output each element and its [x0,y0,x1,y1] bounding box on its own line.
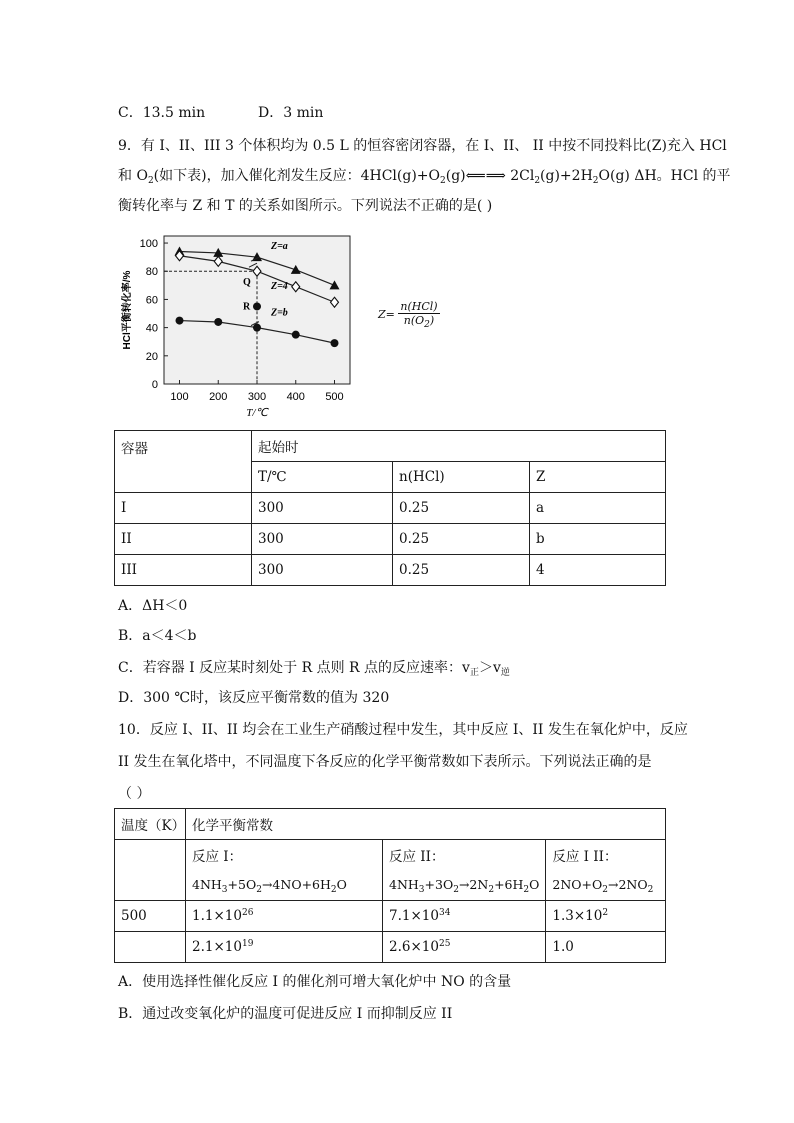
q9-option-c: C．若容器 I 反应某时刻处于 R 点则 R 点的反应速率：$v_正>v_逆$ [118,660,510,678]
y-tick-label: 20 [145,350,158,363]
table-row [115,493,666,524]
q10-row-k1: $2.1\times 10^{19}$ [186,932,383,963]
row-n: 0.25 [393,524,530,555]
point-label: Q [243,277,251,289]
table-row [115,901,666,932]
series-label: Z=a [271,241,288,253]
x-tick-label: 100 [170,391,189,403]
q9-option-d: D．300 ℃时，该反应平衡常数的值为 320 [118,690,390,706]
q10-row-k2: $7.1\times 10^{34}$ [383,901,546,932]
row-t: 300 [252,555,393,586]
row-n: 0.25 [393,555,530,586]
q10-empty-cell [115,840,186,901]
y-tick-label: 0 [151,379,158,391]
q10-stem-line1: 10．反应 I、II、II 均会在工业生产硝酸过程中发生，其中反应 I、II 发生在氧化炉中，反应 [118,722,688,738]
x-tick-label: 400 [286,391,305,403]
q9-stem-line3: 衡转化率与 Z 和 T 的关系如图所示。下列说法不正确的是( ) [118,198,493,214]
q9-option-b: B．a＜4＜b [118,628,197,644]
q8-option-c: C．13.5 min [118,105,206,121]
table-row [115,555,666,586]
row-name: III [115,555,252,586]
q9-table [114,430,666,586]
data-point [214,318,222,326]
y-tick-label: 80 [145,266,158,279]
q10-row-k1: $1.1\times 10^{26}$ [186,901,383,932]
q9-stem-line1: 9．有 I、II、III 3 个体积均为 0.5 L 的恒容密闭容器，在 I、II、 II 中按不同投料比(Z)充入 HCl [118,138,727,154]
q10-option-b: B．通过改变氧化炉的温度可促进反应 I 而抑制反应 II [118,1006,453,1022]
row-t: 300 [252,524,393,555]
table-row [115,524,666,555]
data-point [176,317,184,325]
y-tick-label: 100 [139,238,158,251]
data-point [331,339,339,347]
x-tick-label: 200 [209,391,228,403]
q9-table-header-start: 起始时 [252,431,666,462]
series-label: Z=4 [271,281,288,293]
conversion-chart [118,228,368,424]
table-row [115,932,666,963]
row-name: I [115,493,252,524]
q10-header-temp: 温度（K） [115,809,186,840]
q10-option-a: A．使用选择性催化反应 I 的催化剂可增大氧化炉中 NO 的含量 [118,974,512,990]
z-formula: Z= $\frac{\text{n(HCl)}}{n(O_2)}$ [378,300,438,330]
row-name: II [115,524,252,555]
x-axis-label: T/℃ [246,407,268,419]
row-z: a [530,493,666,524]
q9-table-header-container: 容器 [115,431,252,493]
q10-reaction-2: 反应 II： $4NH_3+3O_2\to 2N_2+6H_2O$ [383,840,546,901]
q9-table-subheader-z: Z [530,462,666,493]
q10-row-temp [115,932,186,963]
q9-table-subheader-n: n(HCl) [393,462,530,493]
row-n: 0.25 [393,493,530,524]
q10-row-temp: 500 [115,901,186,932]
q9-stem-line2: 和 $O_2$(如下表)，加入催化剂发生反应：$4HCl(g)+O_2(g)⟸⟹$ $2Cl_2(g)+2H_2O(g)$ ΔH。HCl 的平 [118,168,731,186]
y-tick-label: 40 [145,322,158,335]
conversion-chart-svg [118,228,368,420]
y-axis-label: HCl平衡转化率/% [122,270,133,350]
x-tick-label: 300 [247,391,267,403]
q10-table [114,808,666,963]
data-point [253,324,261,332]
row-t: 300 [252,493,393,524]
q10-row-k2: $2.6\times 10^{25}$ [383,932,546,963]
y-tick-label: 60 [145,294,158,307]
point-label: R [243,301,251,313]
q10-stem-line2: II 发生在氧化塔中，不同温度下各反应的化学平衡常数如下表所示。下列说法正确的是 [118,754,652,770]
row-z: 4 [530,555,666,586]
series-label: Z=b [271,307,288,319]
data-point [292,331,300,339]
q10-reaction-1: 反应 I： $4NH_3+5O_2\to 4NO+6H_2O$ [186,840,383,901]
x-tick-label: 500 [325,391,344,403]
point-r [253,302,261,310]
q8-option-d: D．3 min [258,105,324,121]
q10-reaction-3: 反应 I II： $2NO+O_2\to 2NO_2$ [546,840,666,901]
q10-row-k3: $1.3\times 10^2$ [546,901,666,932]
q10-row-k3: 1.0 [546,932,666,963]
q10-header-k: 化学平衡常数 [186,809,666,840]
q9-table-subheader-t: T/℃ [252,462,393,493]
q9-option-a: A．ΔH＜0 [118,598,188,614]
row-z: b [530,524,666,555]
q10-stem-line3: （ ） [118,786,151,802]
